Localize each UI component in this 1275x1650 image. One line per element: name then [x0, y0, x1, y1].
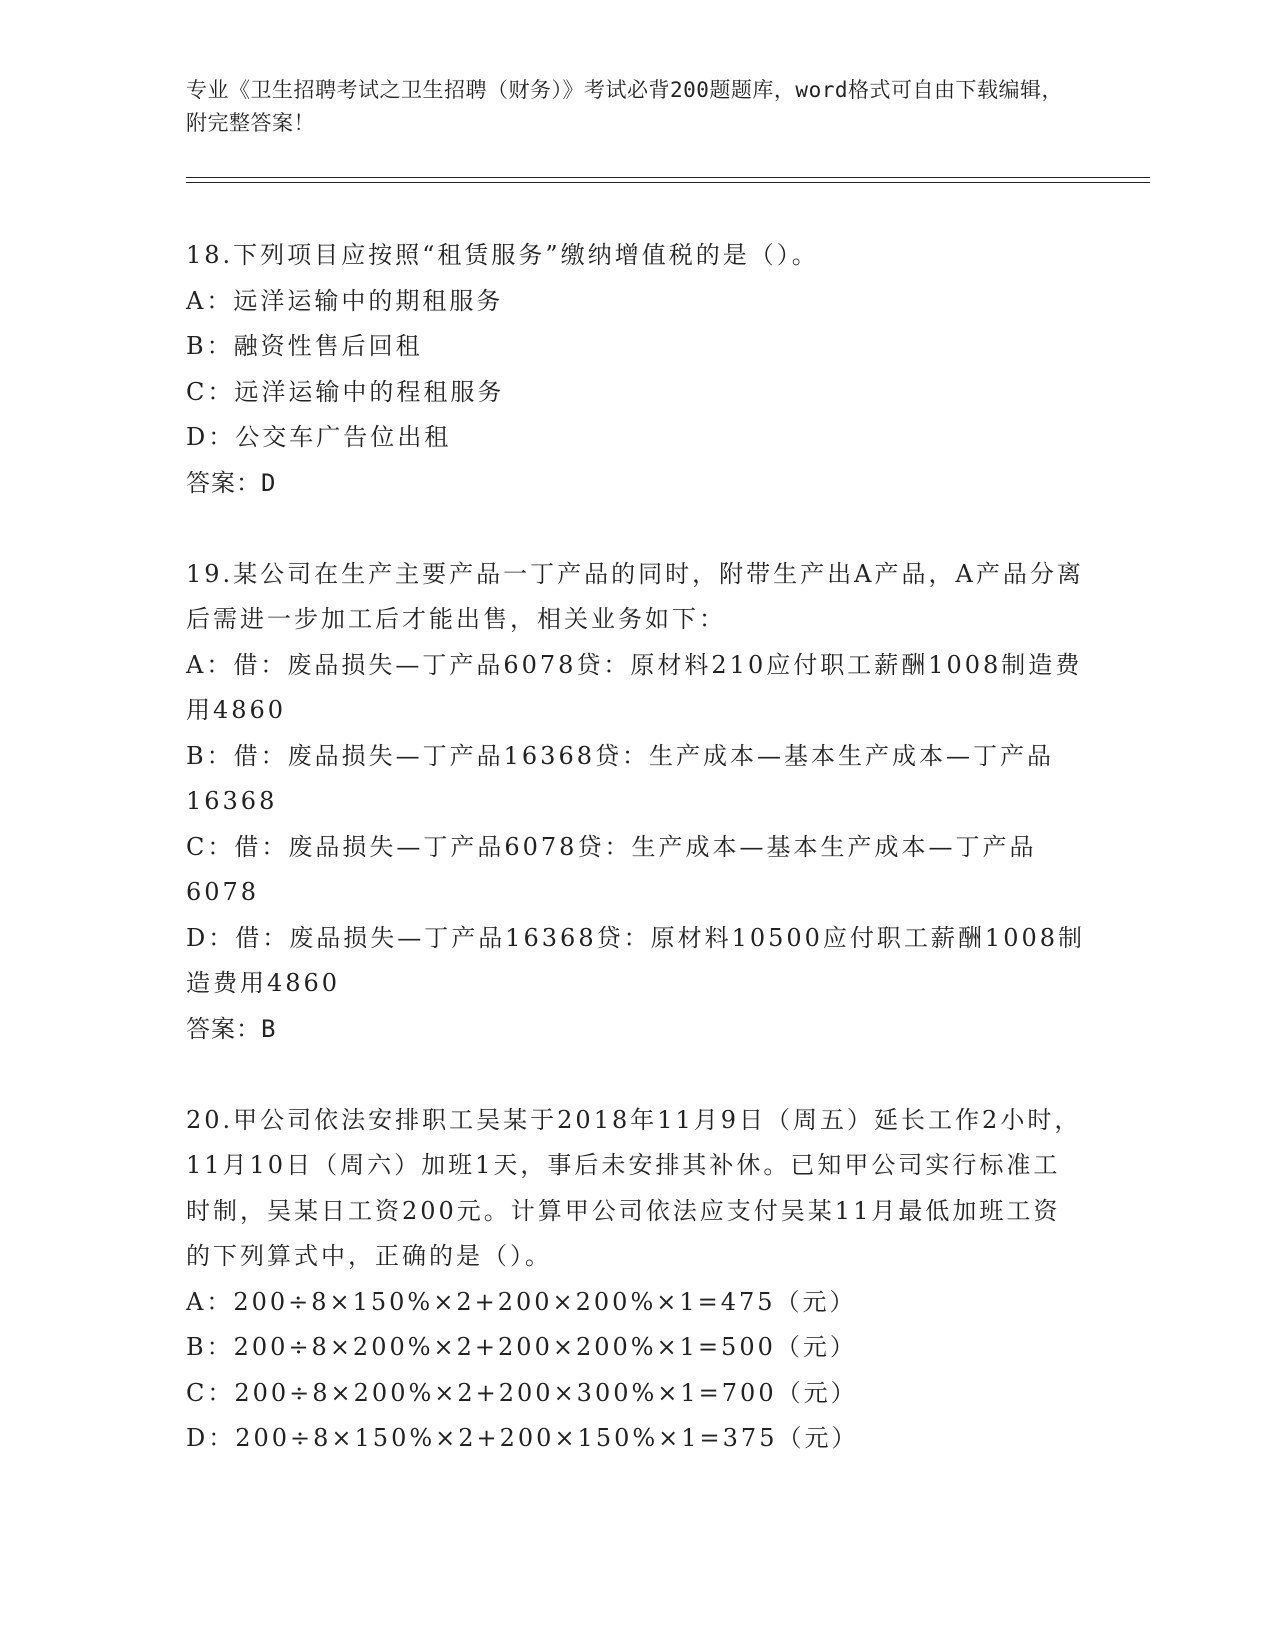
question-20	[186, 1098, 1086, 1462]
option-b: B：200÷8×200%×2+200×200%×1=500（元）	[186, 1333, 857, 1361]
question-stem: 18.下列项目应按照“租赁服务”缴纳增值税的是（）。	[186, 241, 819, 269]
option-b: B：借：废品损失—丁产品16368贷：生产成本—基本生产成本—丁产品16368	[186, 741, 1054, 815]
document-header: 专业《卫生招聘考试之卫生招聘（财务）》考试必背200题题库，word格式可自由下载编辑，附完整答案！	[186, 78, 1063, 135]
option-d: D：公交车广告位出租	[186, 423, 452, 451]
question-18	[186, 233, 1086, 506]
question-stem: 20.甲公司依法安排职工吴某于2018年11月9日（周五）延长工作2小时，11月10日（周六）加班1天，事后未安排其补休。已知甲公司实行标准工时制，吴某日工资200元。计算甲公司依法应支付吴某11月最低加班工资的下列算式中，正确的是（）。	[186, 1105, 1082, 1270]
question-list	[186, 233, 1086, 1507]
option-d: D：借：废品损失—丁产品16368贷：原材料10500应付职工薪酬1008制造费用4860	[186, 923, 1086, 997]
header-divider-top	[186, 177, 1150, 178]
answer-line	[186, 1007, 1086, 1053]
option-a: A：借：废品损失—丁产品6078贷：原材料210应付职工薪酬1008制造费用4860	[186, 650, 1083, 724]
option-c: C：借：废品损失—丁产品6078贷：生产成本—基本生产成本—丁产品6078	[186, 832, 1037, 906]
option-c: C：远洋运输中的程租服务	[186, 377, 505, 406]
answer-value: D	[261, 468, 277, 497]
answer-value: B	[261, 1014, 277, 1043]
question-19	[186, 552, 1086, 1053]
header-divider-bottom	[186, 182, 1150, 183]
answer-line	[186, 461, 1086, 507]
option-c: C：200÷8×200%×2+200×300%×1=700（元）	[186, 1378, 858, 1407]
question-stem: 19.某公司在生产主要产品一丁产品的同时，附带生产出A产品，A产品分离后需进一步加工后才能出售，相关业务如下：	[186, 559, 1084, 633]
option-b: B：融资性售后回租	[186, 332, 423, 360]
answer-label: 答案：	[186, 468, 261, 497]
answer-label: 答案：	[186, 1014, 261, 1043]
option-a: A：远洋运输中的期租服务	[186, 286, 504, 315]
option-d: D：200÷8×150%×2+200×150%×1=375（元）	[186, 1424, 859, 1452]
option-a: A：200÷8×150%×2+200×200%×1=475（元）	[186, 1287, 857, 1316]
